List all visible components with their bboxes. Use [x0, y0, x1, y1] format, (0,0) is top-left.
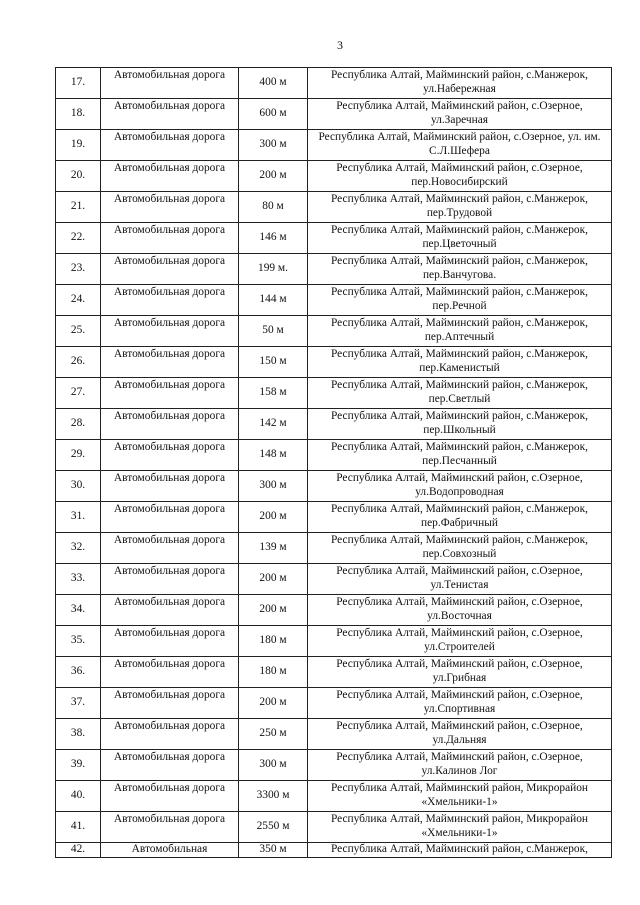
- road-length-cell: 600 м: [239, 99, 308, 130]
- road-type-cell: Автомобильная дорога: [101, 130, 239, 161]
- road-length-cell: 158 м: [239, 378, 308, 409]
- road-length-cell: 200 м: [239, 564, 308, 595]
- road-address-cell: Республика Алтай, Майминский район, с.Озерное, ул.Водопроводная: [308, 471, 612, 502]
- table-row: [56, 99, 612, 130]
- road-type-cell: Автомобильная дорога: [101, 750, 239, 781]
- table-row: [56, 843, 612, 858]
- road-address-cell: Республика Алтай, Майминский район, с.Озерное, ул. им. С.Л.Шефера: [308, 130, 612, 161]
- road-length-cell: 144 м: [239, 285, 308, 316]
- row-number-cell: 29.: [56, 440, 101, 471]
- road-address-cell: Республика Алтай, Майминский район, с.Манжерок, пер.Песчанный: [308, 440, 612, 471]
- roads-table: [55, 67, 612, 858]
- table-row: [56, 440, 612, 471]
- road-length-cell: 3300 м: [239, 781, 308, 812]
- row-number-cell: 38.: [56, 719, 101, 750]
- road-length-cell: 200 м: [239, 688, 308, 719]
- road-length-cell: 300 м: [239, 130, 308, 161]
- road-length-cell: 80 м: [239, 192, 308, 223]
- road-type-cell: Автомобильная дорога: [101, 99, 239, 130]
- row-number-cell: 42.: [56, 843, 101, 858]
- road-length-cell: 200 м: [239, 502, 308, 533]
- row-number-cell: 28.: [56, 409, 101, 440]
- table-row: [56, 378, 612, 409]
- row-number-cell: 32.: [56, 533, 101, 564]
- roads-table-container: [55, 67, 612, 858]
- row-number-cell: 22.: [56, 223, 101, 254]
- road-length-cell: 180 м: [239, 626, 308, 657]
- row-number-cell: 17.: [56, 68, 101, 99]
- road-type-cell: Автомобильная дорога: [101, 378, 239, 409]
- table-row: [56, 254, 612, 285]
- road-address-cell: Республика Алтай, Майминский район, с.Манжерок, пер.Фабричный: [308, 502, 612, 533]
- table-row: [56, 68, 612, 99]
- road-address-cell: Республика Алтай, Майминский район, с.Озерное, ул.Спортивная: [308, 688, 612, 719]
- road-address-cell: Республика Алтай, Майминский район, с.Манжерок, пер.Ванчугова.: [308, 254, 612, 285]
- table-row: [56, 688, 612, 719]
- table-row: [56, 471, 612, 502]
- row-number-cell: 18.: [56, 99, 101, 130]
- road-type-cell: Автомобильная дорога: [101, 409, 239, 440]
- row-number-cell: 19.: [56, 130, 101, 161]
- road-address-cell: Республика Алтай, Майминский район, с.Манжерок, пер.Каменистый: [308, 347, 612, 378]
- road-address-cell: Республика Алтай, Майминский район, с.Озерное, ул.Грибная: [308, 657, 612, 688]
- road-address-cell: Республика Алтай, Майминский район, с.Манжерок, пер.Совхозный: [308, 533, 612, 564]
- table-row: [56, 409, 612, 440]
- table-row: [56, 626, 612, 657]
- table-row: [56, 223, 612, 254]
- road-length-cell: 250 м: [239, 719, 308, 750]
- road-type-cell: Автомобильная дорога: [101, 254, 239, 285]
- table-row: [56, 533, 612, 564]
- road-type-cell: Автомобильная дорога: [101, 595, 239, 626]
- table-row: [56, 657, 612, 688]
- table-row: [56, 285, 612, 316]
- table-row: [56, 192, 612, 223]
- road-type-cell: Автомобильная дорога: [101, 440, 239, 471]
- road-length-cell: 300 м: [239, 750, 308, 781]
- table-row: [56, 316, 612, 347]
- road-type-cell: Автомобильная дорога: [101, 719, 239, 750]
- road-length-cell: 139 м: [239, 533, 308, 564]
- road-type-cell: Автомобильная дорога: [101, 223, 239, 254]
- road-type-cell: Автомобильная дорога: [101, 347, 239, 378]
- road-type-cell: Автомобильная дорога: [101, 626, 239, 657]
- table-row: [56, 719, 612, 750]
- road-type-cell: Автомобильная дорога: [101, 192, 239, 223]
- road-length-cell: 199 м.: [239, 254, 308, 285]
- road-type-cell: Автомобильная дорога: [101, 161, 239, 192]
- table-row: [56, 750, 612, 781]
- road-address-cell: Республика Алтай, Майминский район, с.Озерное, ул.Строителей: [308, 626, 612, 657]
- row-number-cell: 24.: [56, 285, 101, 316]
- row-number-cell: 20.: [56, 161, 101, 192]
- row-number-cell: 34.: [56, 595, 101, 626]
- roads-table-body: [56, 68, 612, 858]
- table-row: [56, 595, 612, 626]
- table-row: [56, 161, 612, 192]
- road-address-cell: Республика Алтай, Майминский район, Микрорайон «Хмельники-1»: [308, 781, 612, 812]
- row-number-cell: 40.: [56, 781, 101, 812]
- table-row: [56, 130, 612, 161]
- road-type-cell: Автомобильная дорога: [101, 533, 239, 564]
- row-number-cell: 33.: [56, 564, 101, 595]
- row-number-cell: 23.: [56, 254, 101, 285]
- row-number-cell: 25.: [56, 316, 101, 347]
- road-length-cell: 180 м: [239, 657, 308, 688]
- road-length-cell: 200 м: [239, 161, 308, 192]
- road-length-cell: 300 м: [239, 471, 308, 502]
- row-number-cell: 30.: [56, 471, 101, 502]
- table-row: [56, 502, 612, 533]
- road-address-cell: Республика Алтай, Майминский район, с.Манжерок, пер.Школьный: [308, 409, 612, 440]
- road-address-cell: Республика Алтай, Майминский район, с.Манжерок,: [308, 843, 612, 858]
- road-type-cell: Автомобильная дорога: [101, 502, 239, 533]
- road-length-cell: 146 м: [239, 223, 308, 254]
- table-row: [56, 781, 612, 812]
- road-address-cell: Республика Алтай, Майминский район, с.Манжерок, пер.Речной: [308, 285, 612, 316]
- road-address-cell: Республика Алтай, Майминский район, с.Манжерок, пер.Светлый: [308, 378, 612, 409]
- road-address-cell: Республика Алтай, Майминский район, с.Озерное, ул.Дальняя: [308, 719, 612, 750]
- row-number-cell: 31.: [56, 502, 101, 533]
- road-length-cell: 200 м: [239, 595, 308, 626]
- page-number: 3: [337, 38, 343, 52]
- road-address-cell: Республика Алтай, Майминский район, Микрорайон «Хмельники-1»: [308, 812, 612, 843]
- road-address-cell: Республика Алтай, Майминский район, с.Манжерок, пер.Трудовой: [308, 192, 612, 223]
- road-type-cell: Автомобильная дорога: [101, 316, 239, 347]
- road-type-cell: Автомобильная дорога: [101, 688, 239, 719]
- road-length-cell: 350 м: [239, 843, 308, 858]
- row-number-cell: 41.: [56, 812, 101, 843]
- road-type-cell: Автомобильная дорога: [101, 68, 239, 99]
- table-row: [56, 347, 612, 378]
- road-address-cell: Республика Алтай, Майминский район, с.Манжерок, пер.Аптечный: [308, 316, 612, 347]
- row-number-cell: 26.: [56, 347, 101, 378]
- road-length-cell: 142 м: [239, 409, 308, 440]
- road-address-cell: Республика Алтай, Майминский район, с.Озерное, пер.Новосибирский: [308, 161, 612, 192]
- row-number-cell: 27.: [56, 378, 101, 409]
- road-type-cell: Автомобильная дорога: [101, 471, 239, 502]
- road-length-cell: 400 м: [239, 68, 308, 99]
- road-address-cell: Республика Алтай, Майминский район, с.Озерное, ул.Заречная: [308, 99, 612, 130]
- road-address-cell: Республика Алтай, Майминский район, с.Манжерок, пер.Цветочный: [308, 223, 612, 254]
- road-length-cell: 150 м: [239, 347, 308, 378]
- road-length-cell: 148 м: [239, 440, 308, 471]
- road-address-cell: Республика Алтай, Майминский район, с.Озерное, ул.Восточная: [308, 595, 612, 626]
- table-row: [56, 564, 612, 595]
- road-type-cell: Автомобильная: [101, 843, 239, 858]
- road-type-cell: Автомобильная дорога: [101, 812, 239, 843]
- road-address-cell: Республика Алтай, Майминский район, с.Манжерок, ул.Набережная: [308, 68, 612, 99]
- road-address-cell: Республика Алтай, Майминский район, с.Озерное, ул.Калинов Лог: [308, 750, 612, 781]
- road-address-cell: Республика Алтай, Майминский район, с.Озерное, ул.Тенистая: [308, 564, 612, 595]
- road-type-cell: Автомобильная дорога: [101, 657, 239, 688]
- row-number-cell: 35.: [56, 626, 101, 657]
- row-number-cell: 37.: [56, 688, 101, 719]
- road-type-cell: Автомобильная дорога: [101, 285, 239, 316]
- row-number-cell: 36.: [56, 657, 101, 688]
- road-length-cell: 50 м: [239, 316, 308, 347]
- road-type-cell: Автомобильная дорога: [101, 564, 239, 595]
- road-type-cell: Автомобильная дорога: [101, 781, 239, 812]
- row-number-cell: 39.: [56, 750, 101, 781]
- table-row: [56, 812, 612, 843]
- row-number-cell: 21.: [56, 192, 101, 223]
- road-length-cell: 2550 м: [239, 812, 308, 843]
